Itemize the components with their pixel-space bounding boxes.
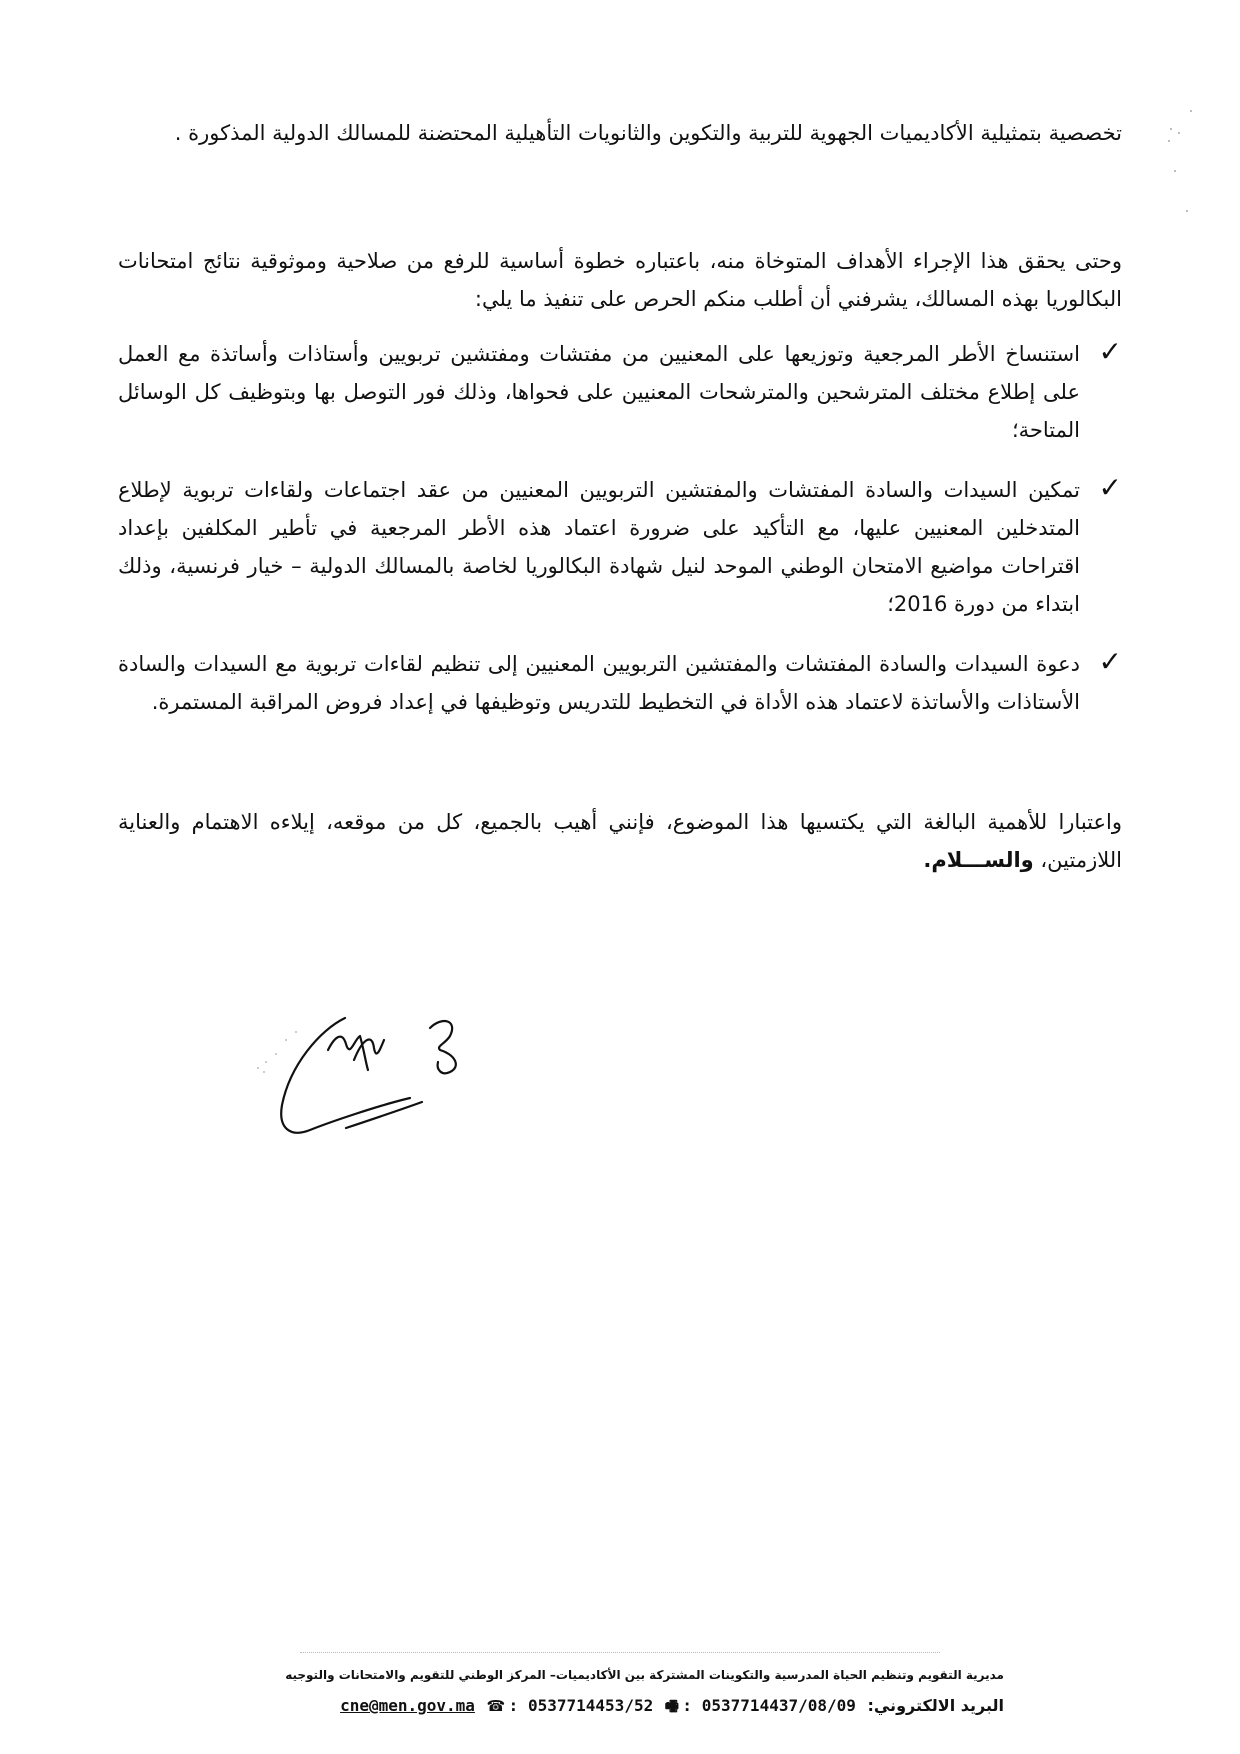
list-item-text: دعوة السيدات والسادة المفتشات والمفتشين التربويين المعنيين إلى تنظيم لقاءات تربوية مع السيدات والسادة الأستاذات والأساتذة لاعتماد هذه الأداة في التخطيط للتدريس وتوظيفها في إعداد فروض المراقبة المستمرة.	[118, 652, 1080, 714]
paragraph-request: وحتى يحقق هذا الإجراء الأهداف المتوخاة منه، باعتباره خطوة أساسية للرفع من صلاحية وموثوقية نتائج امتحانات البكالوريا بهذه المسالك، يشرفني أن أطلب منكم الحرص على تنفيذ ما يلي:	[118, 249, 1122, 311]
margin-scan-marks	[1160, 110, 1200, 220]
list-item	[118, 645, 1122, 721]
footer-directorate: مديرية التقويم وتنظيم الحياة المدرسية والتكوينات المشتركة بين الأكاديميات– المركز الوطني للتقويم والامتحانات والتوجيه	[285, 1668, 1004, 1682]
email-label: البريد الالكتروني:	[867, 1696, 1004, 1715]
phone-number: 0537714453/52	[527, 1696, 654, 1715]
paragraph-closing	[118, 803, 1122, 879]
list-item-text: تمكين السيدات والسادة المفتشات والمفتشين التربويين المعنيين من عقد اجتماعات ولقاءات تربوية لإطلاع المتدخلين المعنيين عليها، مع التأكيد على ضرورة اعتماد هذه الأطر المرجعية في تأطير المكلفين بإعداد اقتراحات مواضيع الامتحان الوطني الموحد لنيل شهادة البكالوريا لخاصة بالمسالك الدولية – خيار فرنسية، وذلك ابتداء من دورة 2016؛	[118, 478, 1080, 616]
checkmark-icon: ✓	[1098, 645, 1122, 678]
list-item	[118, 335, 1122, 449]
closing-salutation: والســـلام.	[923, 848, 1034, 872]
list-item	[118, 471, 1122, 623]
fax-icon: 🖷 :	[664, 1697, 691, 1715]
handwritten-signature	[250, 1010, 520, 1160]
checkmark-icon: ✓	[1098, 335, 1122, 368]
action-list	[118, 335, 1122, 743]
footer-divider	[300, 1652, 940, 1653]
email-link[interactable]: cne@men.gov.ma	[340, 1696, 475, 1715]
paragraph-intro: تخصصية بتمثيلية الأكاديميات الجهوية للتربية والتكوين والثانويات التأهيلية المحتضنة للمسالك الدولية المذكورة .	[174, 121, 1122, 145]
checkmark-icon: ✓	[1098, 471, 1122, 504]
list-item-text: استنساخ الأطر المرجعية وتوزيعها على المعنيين من مفتشات ومفتشين تربويين وأستاذات وأساتذة مع العمل على إطلاع مختلف المترشحين والمترشحات المعنيين على فحواها، وذلك فور التوصل بها وبتوظيف كل الوسائل المتاحة؛	[118, 342, 1080, 442]
fax-number: 0537714437/08/09	[701, 1696, 856, 1715]
closing-text: واعتبارا للأهمية البالغة التي يكتسيها هذا الموضوع، فإنني أهيب بالجميع، كل من موقعه، إيلاءه الاهتمام والعناية اللازمتين،	[118, 810, 1122, 872]
phone-icon: ☎ :	[486, 1697, 517, 1715]
footer-contact	[334, 1696, 1004, 1721]
